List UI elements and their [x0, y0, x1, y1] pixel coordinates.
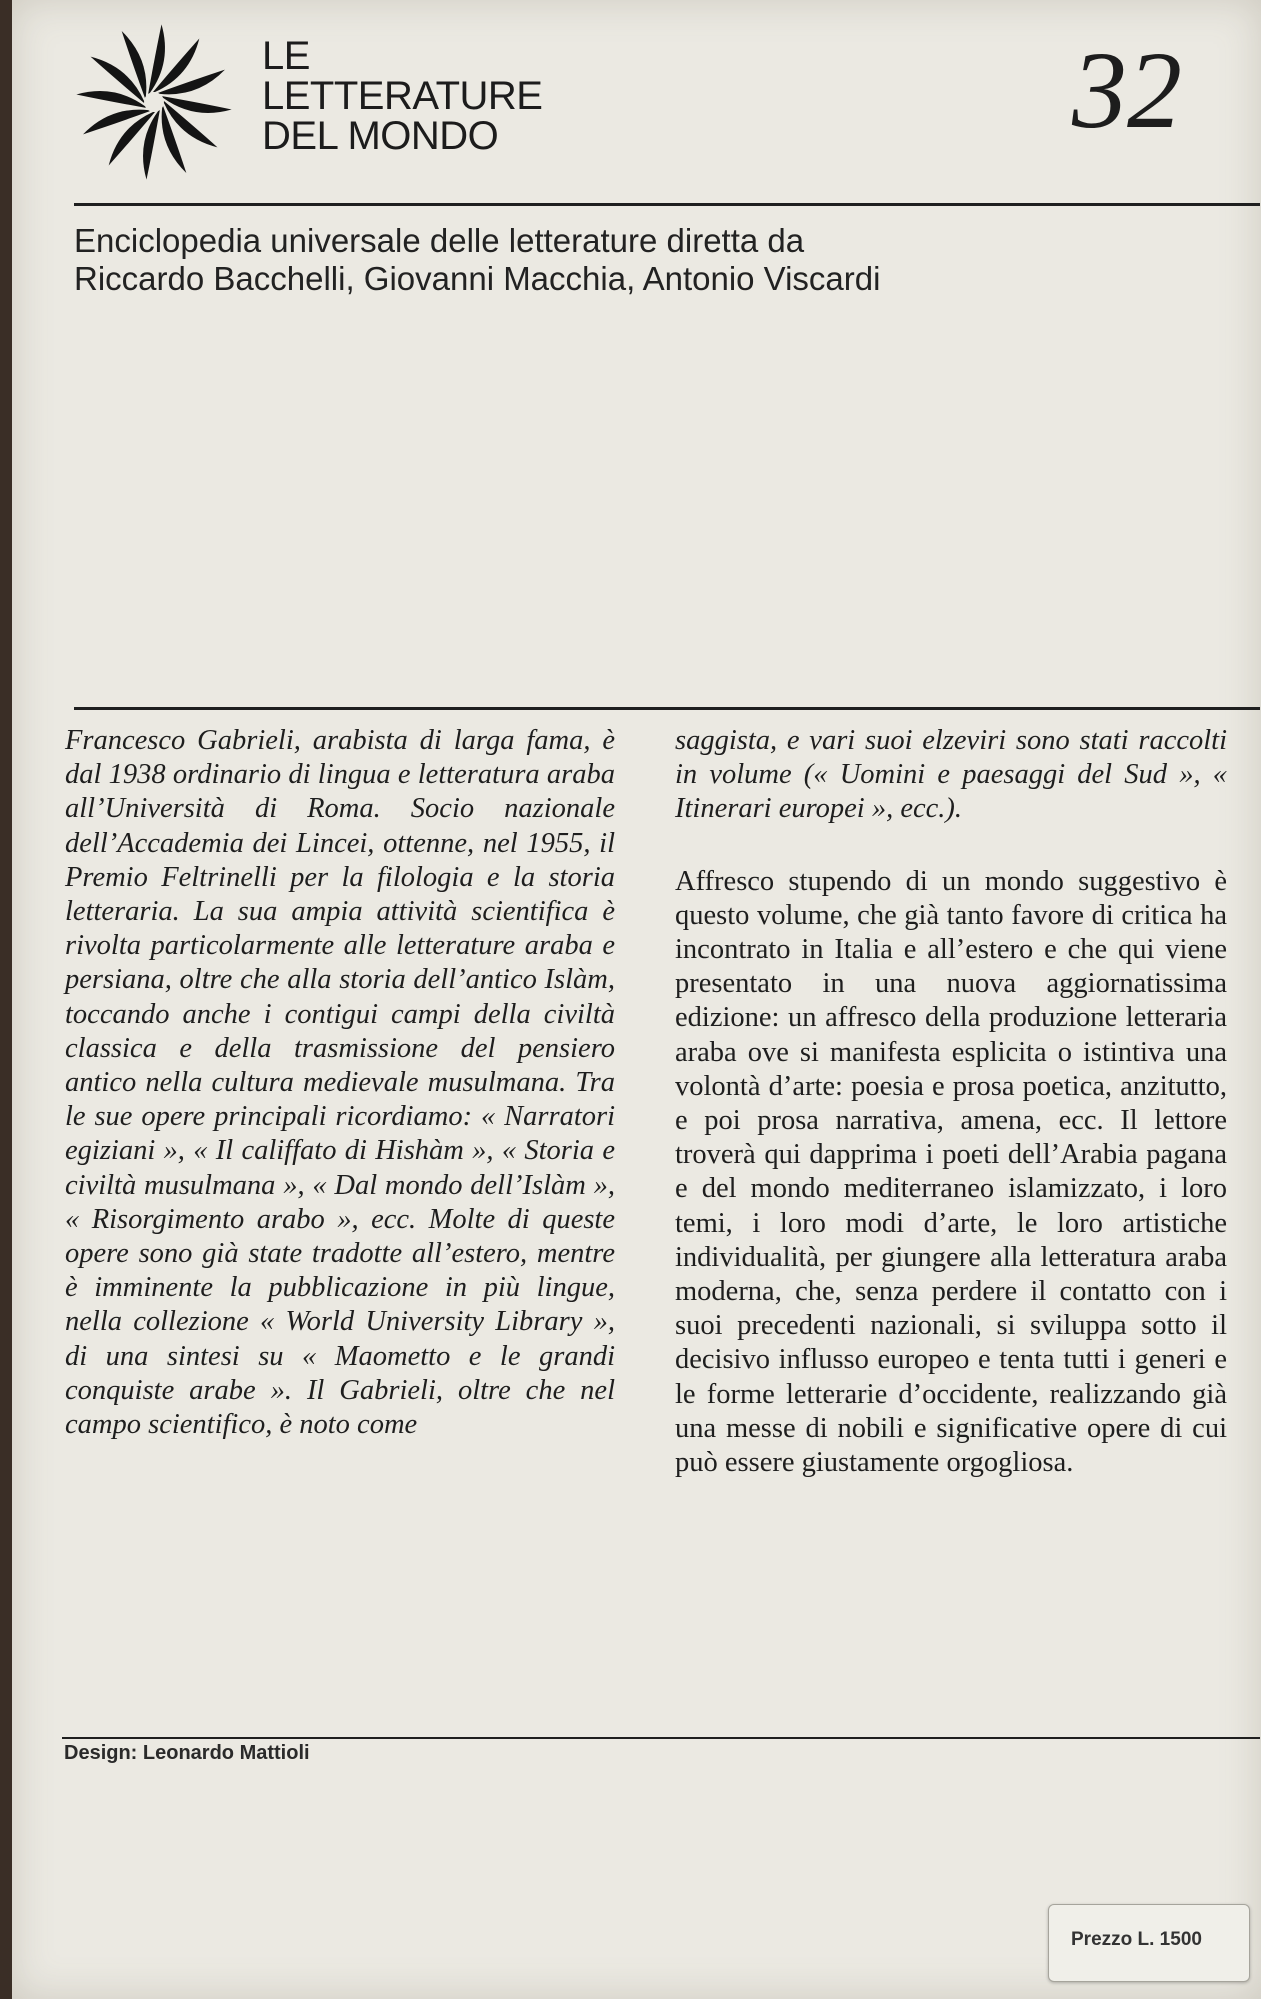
design-credit: Design: Leonardo Mattioli: [64, 1742, 310, 1764]
divider-bottom: [62, 1737, 1260, 1739]
volume-number: 32: [1072, 29, 1182, 151]
right-column: [675, 724, 1227, 1480]
author-bio-continuation: saggista, e vari suoi elzeviri sono stati raccolti in volume (« Uomini e paesaggi del Sud », « Itinerari europei », ecc.).: [675, 725, 1227, 825]
book-description: Affresco stupendo di un mondo suggestivo è questo volume, che già tanto favore di critica ha incontrato in Italia e all’estero e che qui viene presentato in una nuova aggiornatissima edizione: un affresco della produzione letteraria araba ove si manifesta esplicita o istintiva una volontà d’arte: poesia e prosa poetica, anzitutto, e poi prosa narrativa, amena, ecc. Il lettore troverà qui dapprima i poeti dell’Arabia pagana e del mondo mediterraneo islamizzato, i loro temi, i loro modi d’arte, le loro artistiche individualità, per giungere alla letteratura araba moderna, che, senza perdere il contatto con i suoi precedenti nazionali, si sviluppa sotto il decisivo influsso europeo e tenta tutti i generi e le forme letterarie d’occidente, realizzando già una messe di nobili e significative opere di cui può essere giustamente orgogliosa.: [675, 865, 1227, 1479]
series-title-line: DEL MONDO: [262, 114, 499, 158]
spiral-logo-icon: [72, 24, 236, 180]
author-bio-text: Francesco Gabrieli, arabista di larga fama, è dal 1938 ordinario di lingua e letteratura araba all’Università di Roma. Socio nazionale dell’Accademia dei Lincei, ottenne, nel 1955, il Premio Feltrinelli per la filologia e la storia letteraria. La sua ampia attività scientifica è rivolta particolarmente alle letterature araba e persiana, oltre che alla storia dell’antico Islàm, toccando anche i contigui campi della civiltà classica e della trasmissione del pensiero antico nella cultura medievale musulmana. Tra le sue opere principali ricordiamo: « Narratori egiziani », « Il califfato di Hishàm », « Storia e civiltà musulmana », « Dal mondo dell’Islàm », « Risorgimento arabo », ecc. Molte di queste opere sono già state tradotte all’estero, mentre è imminente la pubblicazione in più lingue, nella collezione « World University Library », di una sintesi su « Maometto e le grandi conquiste arabe ». Il Gabrieli, oltre che nel campo scientifico, è noto come: [65, 725, 615, 1441]
encyclopedia-subtitle: [74, 222, 1224, 298]
divider-middle: [74, 707, 1260, 710]
series-title: [262, 36, 542, 156]
encyclopedia-line: Enciclopedia universale delle letterature diretta da: [74, 222, 805, 259]
author-bio-column: [65, 724, 615, 1442]
divider-top: [74, 203, 1260, 206]
series-title-line: LETTERATURE: [262, 74, 543, 118]
series-title-line: LE: [262, 34, 310, 78]
encyclopedia-line: Riccardo Bacchelli, Giovanni Macchia, Antonio Viscardi: [74, 260, 881, 297]
back-cover: [12, 0, 1261, 1999]
price-sticker: [1048, 1904, 1250, 1982]
price-label: Prezzo L. 1500: [1071, 1929, 1202, 1950]
